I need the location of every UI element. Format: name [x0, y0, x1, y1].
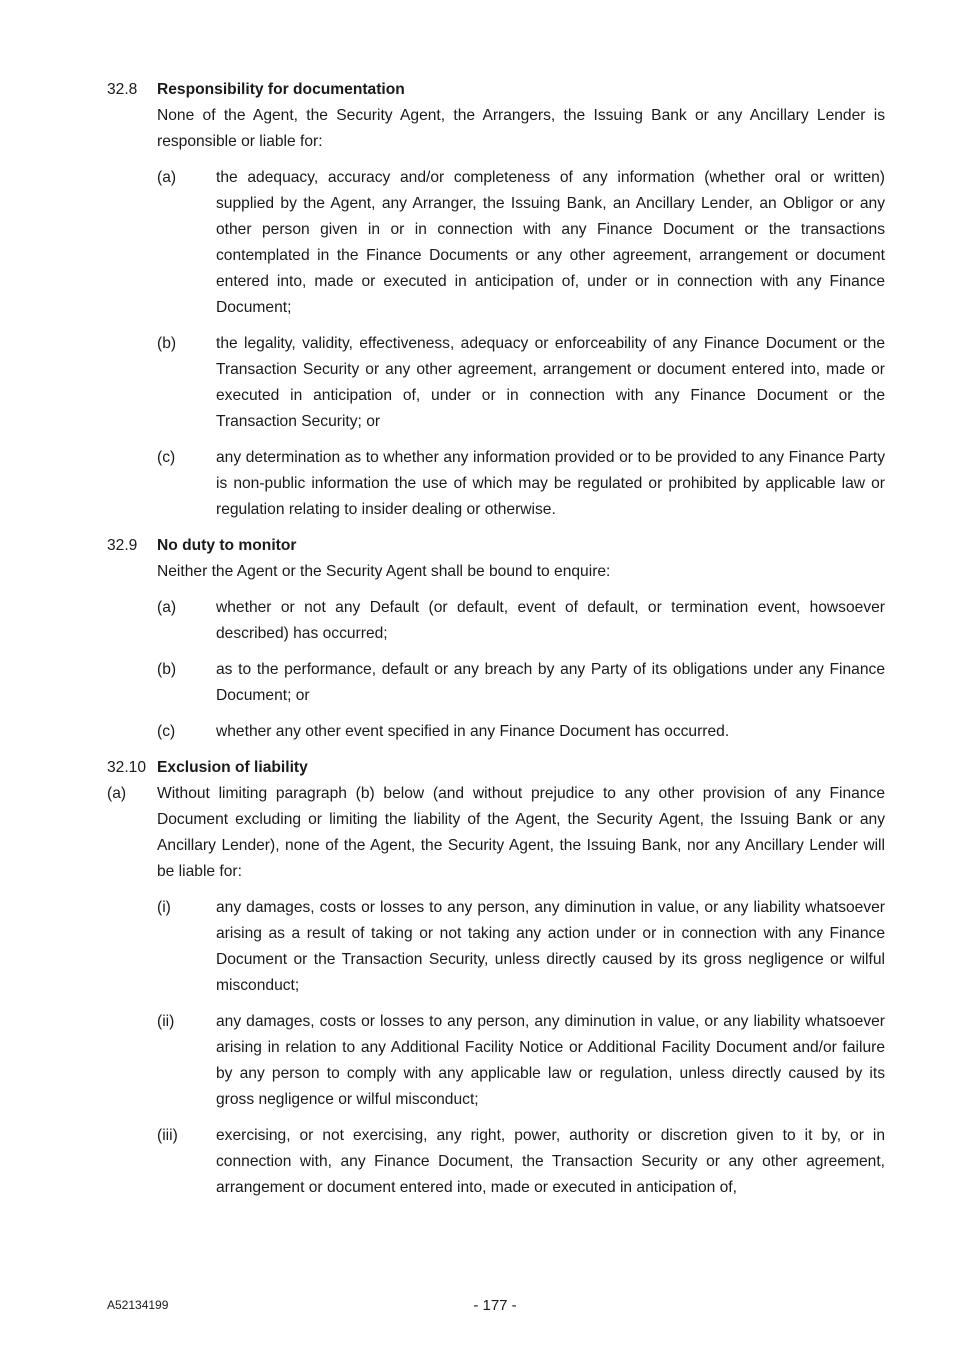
section-32-10 — [107, 755, 885, 1201]
list-item — [107, 445, 885, 523]
list-item — [107, 1123, 885, 1201]
section-title: No duty to monitor — [157, 537, 297, 554]
list-item — [107, 719, 885, 745]
section-32-8 — [107, 77, 885, 523]
item-text: any damages, costs or losses to any person, any diminution in value, or any liability whatsoever arising in relation to any Additional Facility Notice or Additional Facility Document and/or failure by any person to comply with any applicable law or regulation, unless directly caused by its gross negligence or wilful misconduct; — [216, 1013, 885, 1108]
item-text: whether or not any Default (or default, event of default, or termination event, howsoever described) has occurred; — [216, 599, 885, 642]
section-number: 32.9 — [107, 537, 138, 554]
item-text: any determination as to whether any information provided or to be provided to any Finance Party is non-public information the use of which may be regulated or prohibited by applicable law or regulation relating to insider dealing or otherwise. — [216, 449, 885, 518]
item-text: the adequacy, accuracy and/or completeness of any information (whether oral or written) supplied by the Agent, any Arranger, the Issuing Bank, an Ancillary Lender, an Obligor or any other person given in or in connection with any Finance Document or the transactions contemplated in the Finance Documents or any other agreement, arrangement or document entered into, made or executed in anticipation of, under or in connection with any Finance Document; — [216, 169, 885, 316]
item-text: as to the performance, default or any breach by any Party of its obligations under any Finance Document; or — [216, 661, 885, 704]
item-label: (a) — [157, 599, 177, 616]
paragraph-a — [107, 781, 885, 885]
section-heading — [107, 77, 885, 103]
item-text: the legality, validity, effectiveness, adequacy or enforceability of any Finance Document or the Transaction Security or any other agreement, arrangement or document entered into, made or executed in anticipation of, under or in connection with any Finance Document or the Transaction Security; or — [216, 335, 885, 430]
page-number: - 177 - — [473, 1297, 517, 1314]
section-heading — [107, 533, 885, 559]
section-intro: Neither the Agent or the Security Agent shall be bound to enquire: — [157, 563, 611, 580]
item-label: (b) — [157, 661, 177, 678]
item-label: (c) — [157, 449, 176, 466]
document-reference: A52134199 — [107, 1298, 169, 1312]
item-label: (i) — [157, 899, 171, 916]
item-label: (ii) — [157, 1013, 175, 1030]
list-item — [107, 1009, 885, 1113]
item-text: any damages, costs or losses to any person, any diminution in value, or any liability whatsoever arising as a result of taking or not taking any action under or in connection with any Finance Document or the Transaction Security, unless directly caused by its gross negligence or wilful misconduct; — [216, 899, 885, 994]
item-label: (c) — [157, 723, 176, 740]
list-item — [107, 331, 885, 435]
paragraph-text: Without limiting paragraph (b) below (and without prejudice to any other provision of any Finance Document excluding or limiting the liability of the Agent, the Security Agent, the Issuing Bank or any Ancillary Lender), none of the Agent, the Security Agent, the Issuing Bank, nor any Ancillary Lender will be liable for: — [157, 785, 885, 880]
section-number: 32.10 — [107, 759, 147, 776]
item-text: exercising, or not exercising, any right, power, authority or discretion given to it by, or in connection with, any Finance Document, the Transaction Security or any other agreement, arrangement or document entered into, made or executed in anticipation of, — [216, 1127, 885, 1196]
section-number: 32.8 — [107, 81, 138, 98]
list-item — [107, 165, 885, 321]
section-heading — [107, 755, 885, 781]
list-item — [107, 595, 885, 647]
section-intro: None of the Agent, the Security Agent, the Arrangers, the Issuing Bank or any Ancillary Lender is responsible or liable for: — [157, 107, 885, 150]
list-item — [107, 895, 885, 999]
list-item — [107, 657, 885, 709]
item-label: (b) — [157, 335, 177, 352]
item-label: (a) — [157, 169, 177, 186]
section-title: Responsibility for documentation — [157, 81, 405, 98]
item-label: (iii) — [157, 1127, 178, 1144]
item-text: whether any other event specified in any Finance Document has occurred. — [216, 723, 730, 740]
section-32-9 — [107, 533, 885, 745]
section-title: Exclusion of liability — [157, 759, 308, 776]
paragraph-label: (a) — [107, 785, 127, 802]
